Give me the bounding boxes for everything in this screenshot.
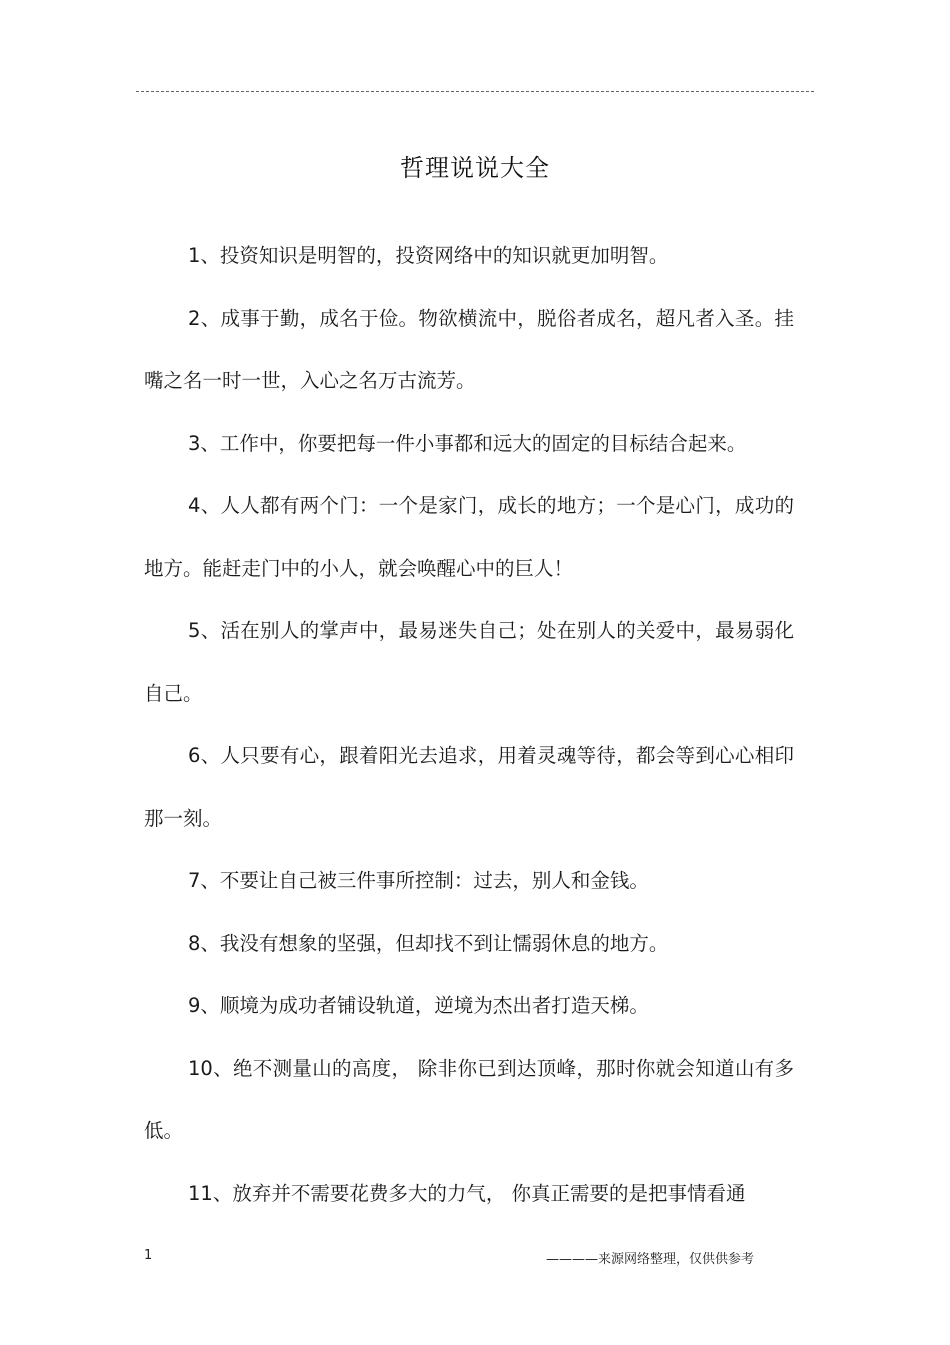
paragraph: 6、人只要有心，跟着阳光去追求，用着灵魂等待，都会等到心心相印那一刻。 bbox=[144, 744, 794, 830]
paragraph: 7、不要让自己被三件事所控制：过去，别人和金钱。 bbox=[188, 869, 649, 892]
page-number: 1 bbox=[144, 1248, 153, 1263]
paragraph: 10、绝不测量山的高度， 除非你已到达顶峰，那时你就会知道山有多低。 bbox=[144, 1056, 794, 1142]
paragraph: 11、放弃并不需要花费多大的力气， 你真正需要的是把事情看通 bbox=[188, 1181, 746, 1205]
paragraph: 5、活在别人的掌声中，最易迷失自己；处在别人的关爱中，最易弱化自己。 bbox=[144, 619, 794, 705]
document-title: 哲理说说大全 bbox=[400, 154, 550, 182]
paragraph: 1、投资知识是明智的，投资网络中的知识就更加明智。 bbox=[188, 244, 669, 267]
document-body bbox=[144, 225, 794, 1225]
paragraph: 9、顺境为成功者铺设轨道，逆境为杰出者打造天梯。 bbox=[188, 994, 649, 1017]
footer-source-note: ————来源网络整理，仅供供参考 bbox=[545, 1252, 754, 1267]
paragraph: 2、成事于勤，成名于俭。物欲横流中，脱俗者成名，超凡者入圣。挂嘴之名一时一世，入心之名万古流芳。 bbox=[144, 306, 794, 392]
paragraph: 8、我没有想象的坚强，但却找不到让懦弱休息的地方。 bbox=[188, 931, 669, 955]
paragraph: 4、人人都有两个门：一个是家门，成长的地方；一个是心门，成功的地方。能赶走门中的小人，就会唤醒心中的巨人！ bbox=[144, 494, 794, 580]
header-divider bbox=[136, 91, 814, 92]
paragraph: 3、工作中，你要把每一件小事都和远大的固定的目标结合起来。 bbox=[188, 431, 747, 455]
